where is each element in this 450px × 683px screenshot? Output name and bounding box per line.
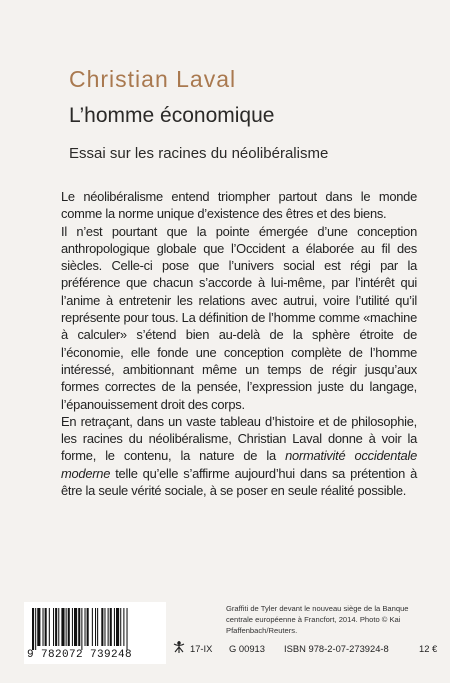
barcode-bar [45, 608, 47, 646]
publisher-logo-icon [172, 640, 186, 654]
blurb-paragraph-1: Le néolibéralisme entend triompher partout dans le monde comme la norme unique d’existence des êtres et des biens. [61, 189, 417, 222]
barcode-number: 9 782072 739248 [27, 649, 133, 661]
blurb-paragraph-3-part-2: telle qu’elle s’affirme aujourd’hui dans sa prétention à être la seule vérité sociale, à se poser en seule réalité possible. [61, 465, 417, 499]
blurb-paragraph-3 [61, 413, 417, 499]
footer-code-2: G 00913 [229, 643, 265, 654]
barcode-bar [92, 608, 93, 646]
barcode-bar [116, 608, 119, 646]
barcode-bar [114, 608, 115, 646]
barcode-bar [43, 608, 44, 646]
barcode-bar [108, 608, 109, 646]
blurb-emphasis: normativité occidentale moderne [61, 448, 417, 481]
barcode-bar [61, 608, 64, 646]
barcode-bar [101, 608, 103, 646]
barcode-bar [81, 608, 82, 650]
barcode-bar [97, 608, 98, 646]
barcode-bar [95, 608, 96, 646]
barcode-bar [53, 608, 54, 646]
back-cover-blurb [61, 188, 417, 499]
barcode-bar [49, 608, 50, 646]
barcode-bar [127, 608, 128, 650]
barcode-bar [37, 608, 40, 646]
barcode-bar [87, 608, 89, 646]
barcode-bar [104, 608, 105, 646]
book-title: L’homme économique [69, 104, 275, 127]
barcode-bar [35, 608, 36, 650]
barcode-bar [110, 608, 112, 646]
barcode-bar [74, 608, 77, 646]
barcode [24, 602, 166, 664]
barcode-bar [85, 608, 86, 646]
blurb-paragraph-3-part-1: En retraçant, dans un vaste tableau d’histoire et de philosophie, les racines du néolibéralisme, Christian Laval donne à voir la forme, le contenu, la nature de la [61, 413, 417, 464]
barcode-bar [32, 608, 34, 650]
barcode-bar [66, 608, 67, 646]
barcode-bar [72, 608, 73, 646]
footer-price: 12 € [419, 643, 438, 654]
barcode-bar [120, 608, 121, 646]
footer-code-1: 17-IX [190, 643, 213, 654]
barcode-bar [58, 608, 59, 646]
photo-credit: Graffiti de Tyler devant le nouveau siège de la Banque centrale européenne à Francfort, 2014. Photo © Kai Pfaffenbach/Reuters. [226, 604, 409, 635]
barcode-bars [32, 608, 160, 650]
footer-isbn: ISBN 978-2-07-273924-8 [284, 643, 389, 654]
barcode-bar [123, 608, 124, 646]
barcode-bar [78, 608, 80, 646]
book-subtitle: Essai sur les racines du néolibéralisme [69, 145, 329, 162]
author-name: Christian Laval [69, 66, 237, 92]
blurb-paragraph-2: Il n’est pourtant que la pointe émergée d’une conception anthropologique globale que l’Occident a élaborée au fil des siècles. Celle-ci pose que l’univers social est régi par la préférence que chacun s’accorde à lui-même, par l’intérêt qui l’anime à entretenir les relations avec autrui, voire l’utilité qu’il représente pour tous. La définition de l’homme comme «machine à calculer» s’étend bien au-delà de la sphère étroite de l’économie, elle fonde une conception complète de l’homme intéressé, ambitionnant même un temps de régir jusqu’aux formes correctes de la pensée, l’expression juste du langage, l’épanouissement droit des corps. [61, 223, 417, 412]
barcode-bar [68, 608, 70, 646]
barcode-bar [55, 608, 57, 646]
